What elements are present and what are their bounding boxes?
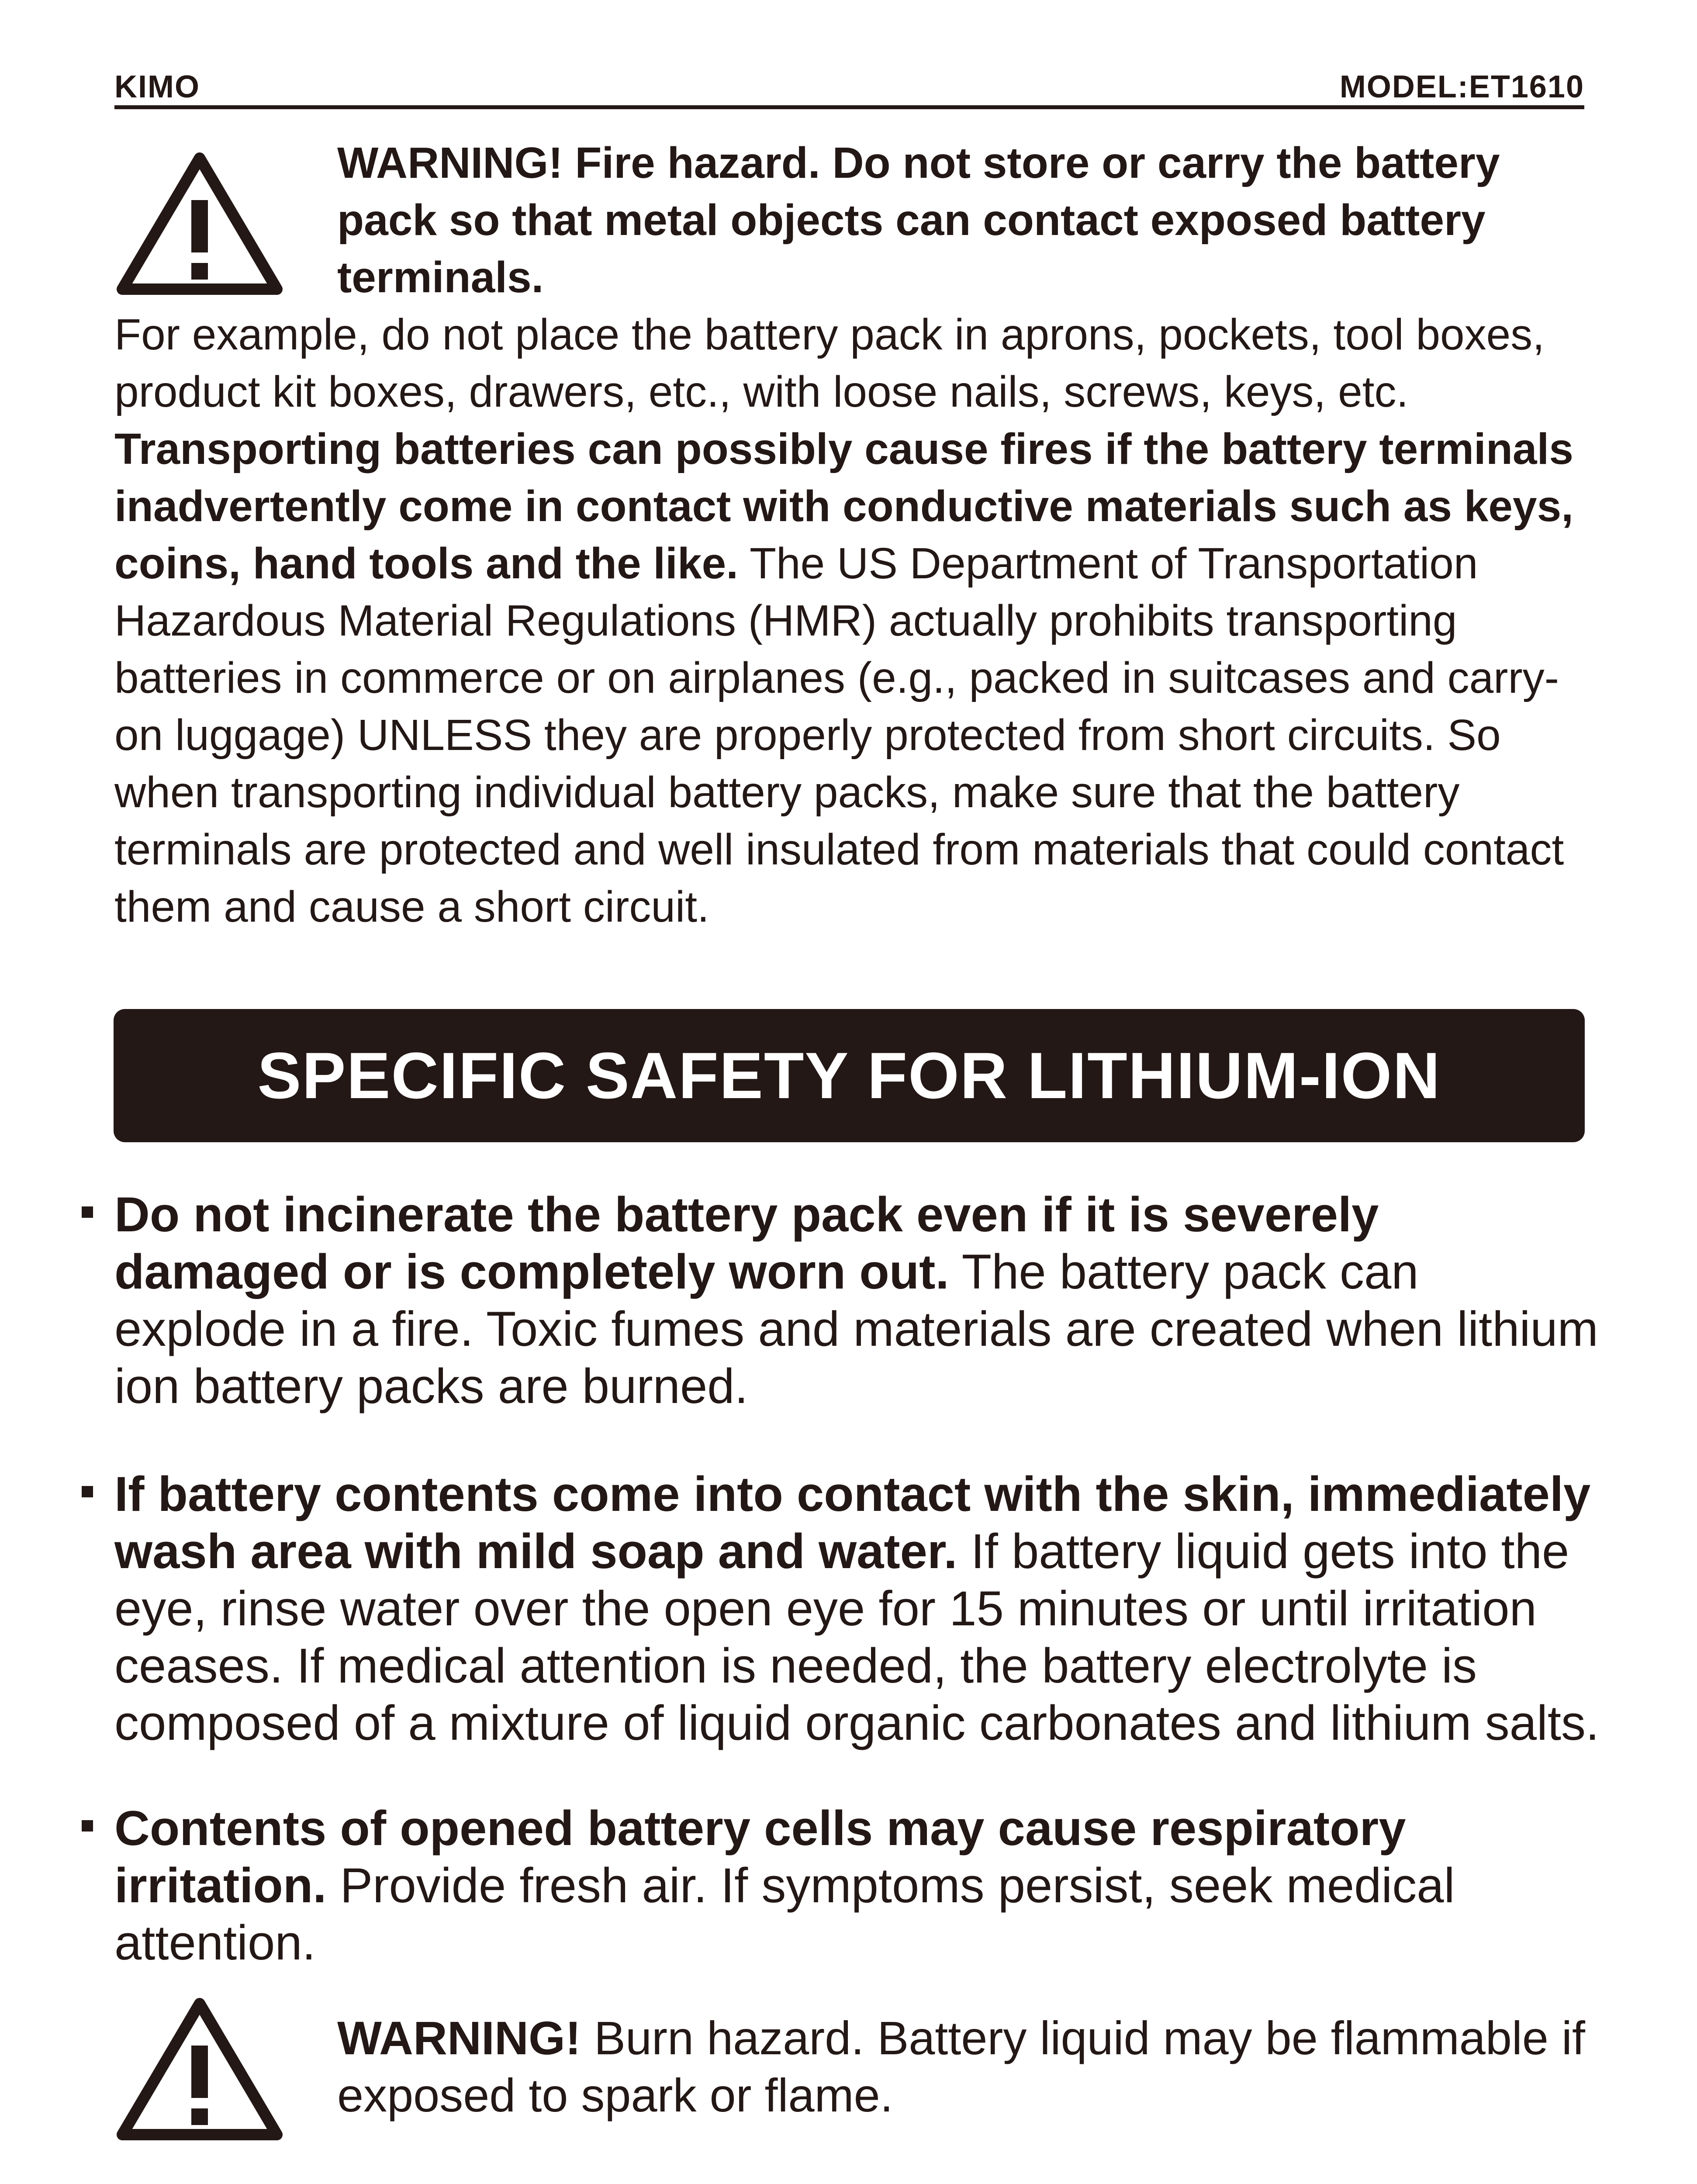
model-number: MODEL:ET1610 — [1339, 69, 1584, 104]
warning-burn-text: Burn hazard. Battery liquid may be flammable if exposed to spark or flame. — [337, 2011, 1585, 2122]
bullet-bold: If battery contents come into contact with the skin, immediately wash area with mild soap and water. — [114, 1467, 1591, 1579]
section-banner — [114, 1009, 1585, 1142]
warning-fire-hazard-bold: WARNING! Fire hazard. Do not store or carry the battery pack so that metal objects can contact exposed battery terminals. — [337, 138, 1500, 302]
warning-fire-hazard-text-1: For example, do not place the battery pack in aprons, pockets, tool boxes, product kit boxes, drawers, etc., with loose nails, screws, keys, etc. — [114, 310, 1545, 416]
bullet-bold: Do not incinerate the battery pack even if it is severely damaged or is completely worn out. — [114, 1187, 1379, 1299]
bullet-marker — [82, 1206, 93, 1218]
warning-burn-hazard — [337, 2009, 1586, 2124]
warning-triangle-icon — [114, 1994, 285, 2143]
bullet-item — [114, 1800, 1600, 1971]
warning-burn-bold: WARNING! — [337, 2011, 581, 2064]
brand-name: KIMO — [114, 69, 200, 104]
bullet-item — [114, 1186, 1600, 1415]
section-title: SPECIFIC SAFETY FOR LITHIUM-ION — [257, 1039, 1441, 1112]
bullet-text: Provide fresh air. If symptoms persist, seek medical attention. — [114, 1858, 1455, 1970]
bullet-marker — [82, 1820, 93, 1832]
bullet-text: If battery liquid gets into the eye, rinse water over the open eye for 15 minutes or until irritation ceases. If medical attention is needed, the battery electrolyte is composed of a mixture of liquid organic carbonates and lithium salts. — [114, 1524, 1600, 1750]
warning-triangle-icon — [114, 149, 285, 297]
bullet-marker — [82, 1486, 93, 1497]
bullet-item — [114, 1465, 1600, 1752]
bullet-text: The battery pack can explode in a fire. Toxic fumes and materials are created when lithium ion battery packs are burned. — [114, 1244, 1598, 1413]
warning-transport-bold: Transporting batteries can possibly cause fires if the battery terminals inadvertently come in contact with conductive materials such as keys, coins, hand tools and the like. — [114, 425, 1574, 588]
page-header — [114, 66, 1584, 109]
bullet-bold: Contents of opened battery cells may cause respiratory irritation. — [114, 1801, 1406, 1913]
warning-fire-hazard-lead — [337, 135, 1586, 306]
warning-transport-text: The US Department of Transportation Hazardous Material Regulations (HMR) actually prohibits transporting batteries in commerce or on airplanes (e.g., packed in suitcases and carry-on luggage) UNLESS they are properly protected from short circuits. So when transporting individual battery packs, make sure that the battery terminals are protected and well insulated from materials that could contact them and cause a short circuit. — [114, 539, 1564, 931]
warning-fire-hazard-body — [114, 306, 1587, 936]
